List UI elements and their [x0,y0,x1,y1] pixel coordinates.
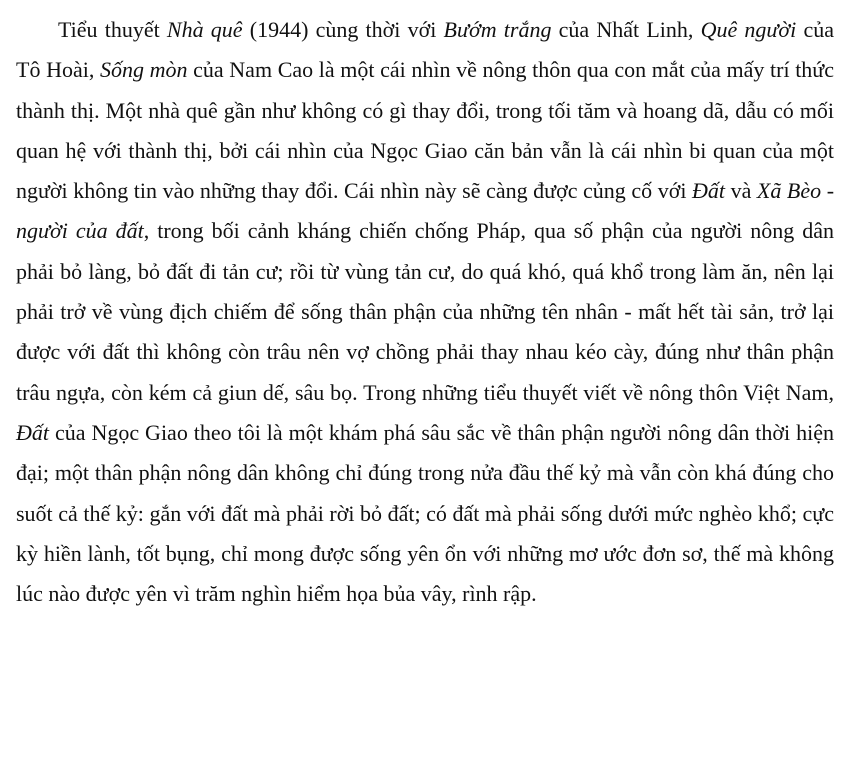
work-title-buom-trang: Bướm trắng [443,17,552,42]
work-title-que-nguoi: Quê người [700,17,797,42]
text-segment: Tiểu thuyết [58,17,167,42]
work-title-dat: Đất [692,178,726,204]
text-segment: của Ngọc Giao theo tôi là một khám phá sâu sắc về thân phận người nông dân thời hiện đại; một thân phận nông dân không chỉ đúng trong nửa đầu thế kỷ mà vẫn còn khá đúng cho suốt cả thế kỷ: gắn với đất mà phải rời bỏ đất; có đất mà phải sống dưới mức nghèo khổ; cực kỳ hiền lành, tốt bụng, chỉ mong được sống yên ổn với những mơ ước đơn sơ, thế mà không lúc nào được yên vì trăm nghìn hiểm họa bủa vây, rình rập. [16,419,834,607]
text-segment: , trong bối cảnh kháng chiến chống Pháp, qua số phận của người nông dân phải bỏ làng, bỏ đất đi tản cư; rồi từ vùng tản cư, do quá khó, quá khổ trong làm ăn, nên lại phải trở về vùng địch chiếm để sống thân phận của những tên nhân - mất hết tài sản, trở lại được với đất thì không còn trâu nên vợ chồng phải thay nhau kéo cày, đúng như thân phận trâu ngựa, còn kém cả giun dế, sâu bọ. Trong những tiểu thuyết viết về nông thôn Việt Nam, [16,218,834,405]
work-title-nha-que: Nhà quê [166,17,243,42]
text-segment: của Nhất Linh, [551,17,701,42]
body-paragraph [16,10,834,614]
text-segment: của Nam Cao là một cái nhìn về nông thôn qua con mắt của mấy trí thức thành thị. Một nhà quê gần như không có gì thay đổi, trong tối tăm và hoang dã, dẫu có mối quan hệ với thành thị, bởi cái nhìn của Ngọc Giao căn bản vẫn là cái nhìn bi quan của một người không tin vào những thay đổi. Cái nhìn này sẽ càng được củng cố với [16,57,834,204]
text-segment: của Tô Hoài, [16,17,834,83]
text-segment: (1944) cùng thời với [242,17,444,42]
text-segment: và [725,178,757,204]
work-title-song-mon: Sống mòn [99,57,188,83]
work-title-dat-2: Đất [16,419,49,445]
work-title-xa-beo: Xã Bèo - người của đất [16,178,835,244]
